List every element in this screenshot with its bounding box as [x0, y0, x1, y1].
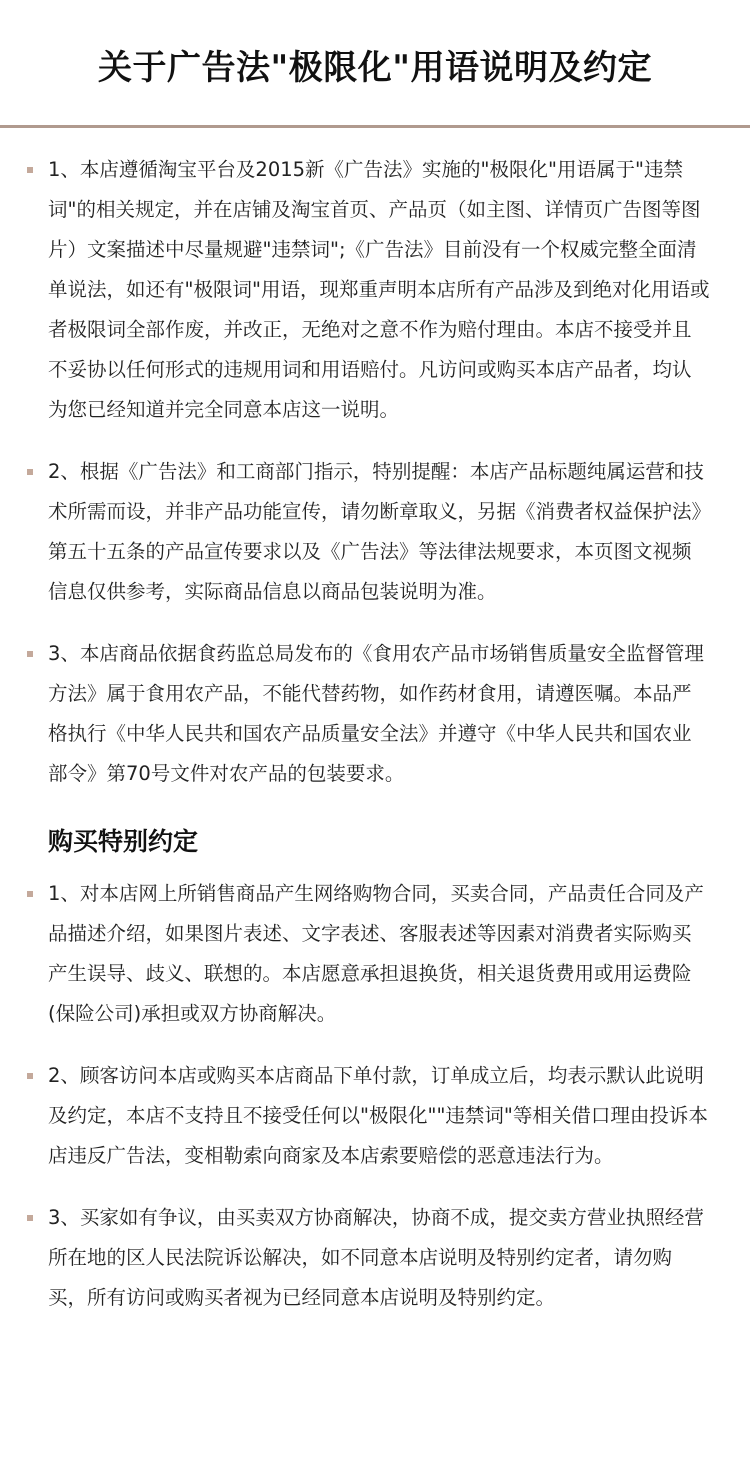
bullet-icon	[27, 167, 33, 173]
item-text: 2、顾客访问本店或购买本店商品下单付款，订单成立后，均表示默认此说明及约定，本店不支持且不接受任何以"极限化""违禁词"等相关借口理由投诉本店违反广告法，变相勒索向商家及本店索要赔偿的恶意违法行为。	[48, 1064, 708, 1167]
bullet-icon	[27, 651, 33, 657]
item-text: 1、本店遵循淘宝平台及2015新《广告法》实施的"极限化"用语属于"违禁词"的相关规定，并在店铺及淘宝首页、产品页（如主图、详情页广告图等图片）文案描述中尽量规避"违禁词";《广告法》目前没有一个权威完整全面清单说法，如还有"极限词"用语，现郑重声明本店所有产品涉及到绝对化用语或者极限词全部作废，并改正，无绝对之意不作为赔付理由。本店不接受并且不妥协以任何形式的违规用词和用语赔付。凡访问或购买本店产品者，均认为您已经知道并完全同意本店这一说明。	[48, 158, 710, 421]
list-item	[26, 874, 710, 1034]
bullet-icon	[27, 1073, 33, 1079]
list-item	[26, 1056, 710, 1176]
header	[0, 0, 750, 128]
section-title: 购买特别约定	[48, 827, 199, 856]
bullet-icon	[27, 1215, 33, 1221]
page-title: 关于广告法"极限化"用语说明及约定	[98, 48, 652, 88]
item-text: 2、根据《广告法》和工商部门指示，特别提醒：本店产品标题纯属运营和技术所需而设，并非产品功能宣传，请勿断章取义，另据《消费者权益保护法》第五十五条的产品宣传要求以及《广告法》等法律法规要求，本页图文视频信息仅供参考，实际商品信息以商品包装说明为准。	[48, 460, 704, 603]
list-item	[26, 150, 710, 430]
item-text: 3、买家如有争议，由买卖双方协商解决，协商不成，提交卖方营业执照经营所在地的区人民法院诉讼解决，如不同意本店说明及特别约定者，请勿购买，所有访问或购买者视为已经同意本店说明及特别约定。	[48, 1206, 704, 1309]
list-item	[26, 1198, 710, 1318]
list-item	[26, 452, 710, 612]
item-text: 1、对本店网上所销售商品产生网络购物合同，买卖合同，产品责任合同及产品描述介绍，如果图片表述、文字表述、客服表述等因素对消费者实际购买产生误导、歧义、联想的。本店愿意承担退换货，相关退货费用或用运费险(保险公司)承担或双方协商解决。	[48, 882, 704, 1025]
list-item	[26, 634, 710, 794]
item-text: 3、本店商品依据食药监总局发布的《食用农产品市场销售质量安全监督管理方法》属于食用农产品，不能代替药物，如作药材食用，请遵医嘱。本品严格执行《中华人民共和国农产品质量安全法》并遵守《中华人民共和国农业部令》第70号文件对农产品的包装要求。	[48, 642, 704, 785]
bullet-icon	[27, 469, 33, 475]
bullet-icon	[27, 891, 33, 897]
content-area	[0, 128, 750, 1318]
